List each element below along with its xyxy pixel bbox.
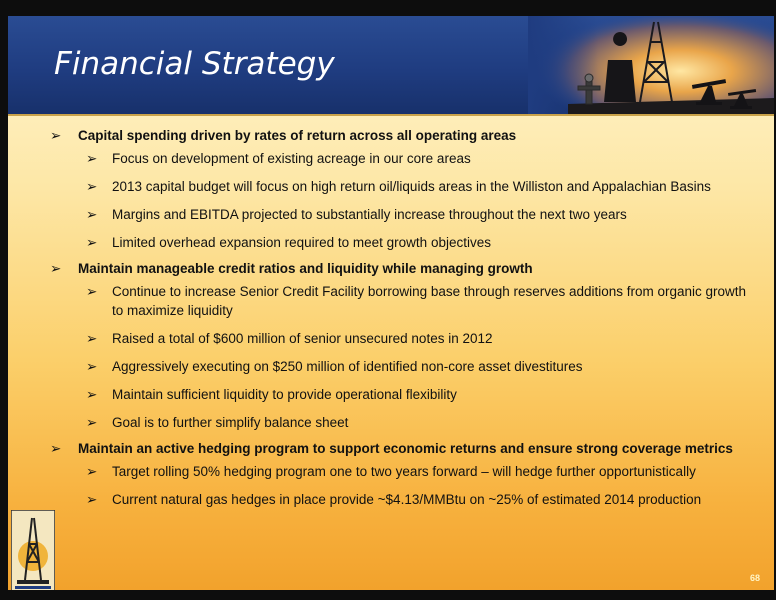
bullet-item-text: Limited overhead expansion required to meet growth objectives [112, 235, 491, 250]
bullet-item-text: 2013 capital budget will focus on high return oil/liquids areas in the Williston and Appalachian Basins [112, 179, 711, 194]
bullet-item [48, 329, 748, 348]
bullet-item [48, 149, 748, 168]
oil-derrick-logo-icon [11, 510, 55, 590]
bullet-item-text: Raised a total of $600 million of senior unsecured notes in 2012 [112, 331, 493, 346]
bullet-arrow-icon: ➢ [86, 235, 98, 250]
bullet-item-text: Aggressively executing on $250 million of identified non-core asset divestitures [112, 359, 583, 374]
bullet-content [48, 128, 748, 518]
bullet-item-text: Focus on development of existing acreage in our core areas [112, 151, 471, 166]
bullet-item [48, 490, 748, 509]
bullet-arrow-icon: ➢ [86, 207, 98, 222]
bullet-item-text: Maintain sufficient liquidity to provide operational flexibility [112, 387, 457, 402]
section-heading [48, 261, 748, 276]
bullet-arrow-icon: ➢ [86, 331, 98, 346]
section-heading-text: Maintain manageable credit ratios and liquidity while managing growth [78, 261, 533, 276]
bullet-arrow-icon: ➢ [86, 415, 98, 430]
bullet-item-text: Continue to increase Senior Credit Facility borrowing base through reserves additions from organic growth to maximize liquidity [112, 284, 747, 318]
bullet-item [48, 357, 748, 376]
bullet-arrow-icon: ➢ [50, 441, 62, 456]
bullet-arrow-icon: ➢ [86, 284, 98, 299]
title-divider [8, 114, 774, 116]
bullet-item [48, 177, 748, 196]
bullet-item-text: Margins and EBITDA projected to substantially increase throughout the next two years [112, 207, 627, 222]
bullet-item [48, 282, 748, 320]
bullet-arrow-icon: ➢ [50, 128, 62, 143]
bullet-item [48, 233, 748, 252]
page-number: 68 [750, 573, 761, 583]
bullet-arrow-icon: ➢ [86, 359, 98, 374]
bullet-arrow-icon: ➢ [86, 464, 98, 479]
slide-title: Financial Strategy [54, 46, 335, 82]
title-band [8, 16, 774, 116]
bullet-arrow-icon: ➢ [86, 387, 98, 402]
section-heading [48, 441, 748, 456]
bullet-arrow-icon: ➢ [50, 261, 62, 276]
bullet-item-text: Goal is to further simplify balance sheet [112, 415, 349, 430]
bullet-arrow-icon: ➢ [86, 179, 98, 194]
section-heading-text: Capital spending driven by rates of return across all operating areas [78, 128, 517, 143]
section-heading-text: Maintain an active hedging program to support economic returns and ensure strong coverage metrics [78, 441, 733, 456]
bullet-arrow-icon: ➢ [86, 492, 98, 507]
bullet-item-text: Target rolling 50% hedging program one to two years forward – will hedge further opportunistically [112, 464, 696, 479]
bullet-item [48, 385, 748, 404]
bullet-item [48, 462, 748, 481]
bullet-item-text: Current natural gas hedges in place provide ~$4.13/MMBtu on ~25% of estimated 2014 production [112, 492, 702, 507]
bullet-item [48, 413, 748, 432]
bullet-arrow-icon: ➢ [86, 151, 98, 166]
section-heading [48, 128, 748, 143]
slide-frame [8, 16, 774, 590]
bullet-item [48, 205, 748, 224]
